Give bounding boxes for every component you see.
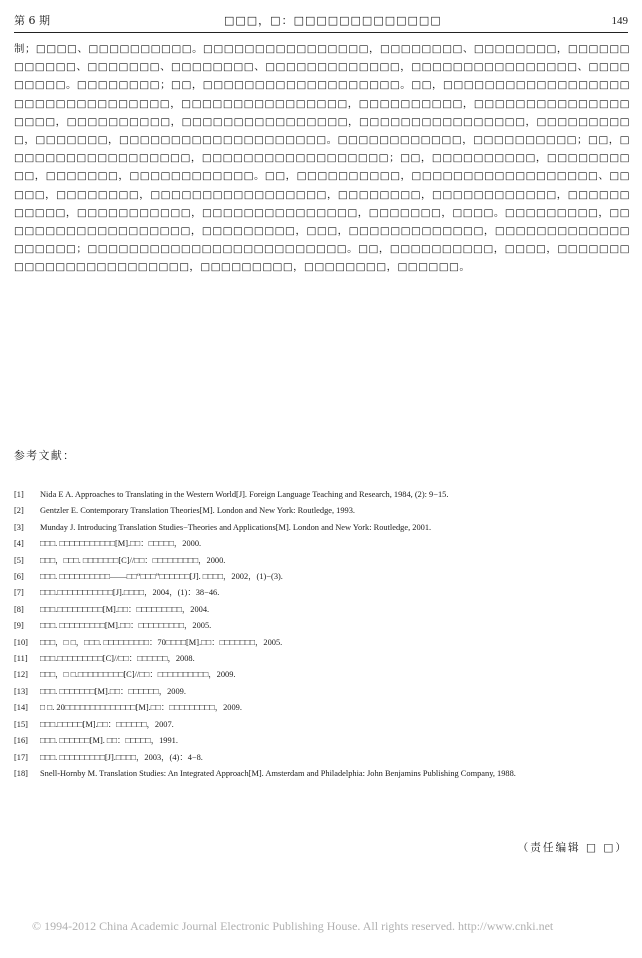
running-header: [14, 10, 628, 33]
reference-item: [14, 503, 630, 519]
reference-item: [14, 684, 630, 700]
reference-text: Snell-Hornby M. Translation Studies: An Integrated Approach[M]. Amsterdam and Philadelphia: John Benjamins Publishing Company, 1988.: [40, 768, 516, 778]
page-number: 149: [611, 15, 628, 27]
reference-item: [14, 700, 630, 716]
editor-note: （责任编辑 □ □）: [517, 842, 628, 854]
reference-item: [14, 635, 630, 651]
reference-text: Gentzler E. Contemporary Translation Theories[M]. London and New York: Routledge, 1993.: [40, 506, 356, 516]
reference-number: [15]: [14, 719, 28, 729]
reference-item: [14, 536, 630, 552]
reference-number: [14]: [14, 703, 28, 713]
reference-text: □ □. 20□□□□□□□□□□□□□□[M].□□：□□□□□□□□□，2009.: [40, 703, 242, 713]
reference-number: [8]: [14, 604, 24, 614]
reference-number: [10]: [14, 637, 28, 647]
reference-text: □□□，□ □，□□□. □□□□□□□□□：70□□□□[M].□□：□□□□□□□，2005.: [40, 637, 283, 647]
reference-text: □□□.□□□□□□□□□[C]//□□：□□□□□□，2008.: [40, 654, 195, 664]
reference-number: [12]: [14, 670, 28, 680]
reference-text: Nida E A. Approaches to Translating in the Western World[J]. Foreign Language Teaching and Research, 1984, (2): 9−15.: [40, 490, 449, 499]
reference-number: [6]: [14, 572, 24, 582]
reference-number: [18]: [14, 768, 28, 778]
reference-item: [14, 585, 630, 601]
reference-item: [14, 667, 630, 683]
running-title: □□□，□：□□□□□□□□□□□□□: [224, 14, 442, 27]
reference-text: □□□.□□□□□[M].□□：□□□□□□，2007.: [40, 719, 174, 729]
reference-item: [14, 651, 630, 667]
reference-text: □□□，□□□. □□□□□□□[C]//□□：□□□□□□□□□，2000.: [40, 555, 226, 565]
reference-text: □□□.□□□□□□□□□□□[J].□□□□，2004，(1)：38−46.: [40, 588, 220, 598]
reference-text: Munday J. Introducing Translation Studies−Theories and Applications[M]. London and New York: Routledge, 2001.: [40, 522, 432, 532]
reference-item: [14, 717, 630, 733]
reference-item: [14, 520, 630, 536]
reference-text: □□□，□ □.□□□□□□□□□[C]//□□：□□□□□□□□□□，2009.: [40, 670, 236, 680]
reference-text: □□□. □□□□□□□[M].□□：□□□□□□，2009.: [40, 686, 186, 696]
reference-item: [14, 602, 630, 618]
references-heading: 参考文献：: [14, 449, 76, 462]
reference-text: □□□. □□□□□□□□□□□[M].□□：□□□□□，2000.: [40, 539, 202, 549]
reference-number: [5]: [14, 555, 24, 565]
reference-number: [1]: [14, 490, 24, 499]
reference-number: [16]: [14, 736, 28, 746]
reference-item: [14, 569, 630, 585]
reference-number: [4]: [14, 539, 24, 549]
reference-number: [11]: [14, 654, 28, 664]
reference-item: [14, 553, 630, 569]
reference-item: [14, 750, 630, 766]
reference-item: [14, 618, 630, 634]
reference-number: [17]: [14, 752, 28, 762]
reference-number: [3]: [14, 522, 24, 532]
reference-number: [7]: [14, 588, 24, 598]
reference-item: [14, 487, 630, 503]
issue-label: 第 6 期: [14, 14, 50, 27]
body-paragraph: 制；□□□□、□□□□□□□□□□。□□□□□□□□□□□□□□□□，□□□□□□□□、□□□□□□□□，□□□□□□□□□□□□、□□□□□□□、□□□□□□□□、□□□□□□□□□□□□□，□□□□□□□□□□□□□□□□、□□□□□□□□□。□□□□□□□□；□□，□□□□□□□□□□□□□□□□□□□。□□，□□□□□□□□□□□□□□□□□□□□□□□□□□□□□□□□□，□□□□□□□□□□□□□□□□，□□□□□□□□□□，□□□□□□□□□□□□□□□□□□□，□□□□□□□□□□，□□□□□□□□□□□□□□□□，□□□□□□□□□□□□□□□□，□□□□□□□□□□，□□□□□□□，□□□□□□□□□□□□□□□□□□□□。□□□□□□□□□□□□，□□□□□□□□□□；□□，□□□□□□□□□□□□□□□□□□，□□□□□□□□□□□□□□□□□□；□□，□□□□□□□□□□，□□□□□□□□□□，□□□□□□□，□□□□□□□□□□□□。□□，□□□□□□□□□□，□□□□□□□□□□□□□□□□□□、□□□□□，□□□□□□□□，□□□□□□□□□□□□□□□□□，□□□□□□□□，□□□□□□□□□□□□，□□□□□□□□□□□，□□□□□□□□□□□，□□□□□□□□□□□□□□□，□□□□□□□，□□□□。□□□□□□□□□，□□□□□□□□□□□□□□□□□□□，□□□□□□□□□，□□□，□□□□□□□□□□□□□，□□□□□□□□□□□□□□□□□□□；□□□□□□□□□□□□□□□□□□□□□□□□□。□□，□□□□□□□□□□，□□□□，□□□□□□□□□□□□□□□□□□□□□□□□，□□□□□□□□□，□□□□□□□□，□□□□□□。: [14, 43, 630, 274]
reference-number: [13]: [14, 686, 28, 696]
reference-text: □□□. □□□□□□□□□[J].□□□□，2003，(4)：4−8.: [40, 752, 203, 762]
reference-number: [9]: [14, 621, 24, 631]
reference-item: [14, 733, 630, 749]
reference-item: [14, 766, 630, 782]
reference-text: □□□. □□□□□□[M]. □□：□□□□□，1991.: [40, 736, 178, 746]
reference-number: [2]: [14, 506, 24, 516]
reference-text: □□□. □□□□□□□□□□——□□“□□□”□□□□□□[J]. □□□□，2002，(1)−(3).: [40, 572, 283, 582]
reference-text: □□□.□□□□□□□□□[M].□□：□□□□□□□□□，2004.: [40, 604, 210, 614]
copyright-footer: © 1994-2012 China Academic Journal Electronic Publishing House. All rights reserved. http://www.cnki.net: [32, 919, 554, 933]
reference-text: □□□. □□□□□□□□□[M].□□：□□□□□□□□□，2005.: [40, 621, 212, 631]
references-list: [14, 487, 630, 782]
